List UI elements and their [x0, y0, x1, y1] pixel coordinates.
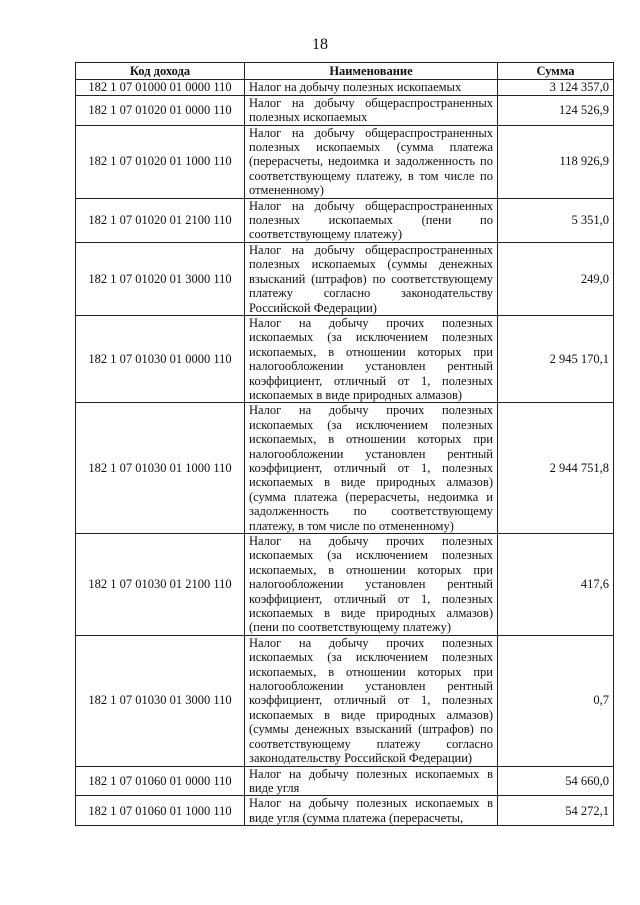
income-amount: 417,6 [498, 534, 614, 636]
income-name: Налог на добычу общераспространенных полезных ископаемых (пени по соответствующему платежу) [245, 198, 498, 242]
income-amount: 3 124 357,0 [498, 80, 614, 95]
table-row [76, 796, 614, 826]
income-code: 182 1 07 01060 01 1000 110 [76, 796, 245, 826]
table-row [76, 198, 614, 242]
income-amount: 2 944 751,8 [498, 403, 614, 534]
income-code: 182 1 07 01030 01 0000 110 [76, 315, 245, 402]
income-name: Налог на добычу полезных ископаемых в виде угля (сумма платежа (перерасчеты, [245, 796, 498, 826]
income-name: Налог на добычу прочих полезных ископаемых (за исключением полезных ископаемых, в отношении которых при налогообложении установлен рентный коэффициент, отличный от 1, полезных ископаемых в виде природных алмазов) (сумма платежа (перерасчеты, недоимка и задолженность по соответствующему платежу, в том числе по отмененному) [245, 403, 498, 534]
income-code: 182 1 07 01020 01 0000 110 [76, 95, 245, 125]
table-header-row [76, 63, 614, 80]
header-code: Код дохода [76, 63, 245, 80]
income-name: Налог на добычу прочих полезных ископаемых (за исключением полезных ископаемых, в отношении которых при налогообложении установлен рентный коэффициент, отличный от 1, полезных ископаемых в виде природных алмазов) (суммы денежных взысканий (штрафов) по соответствующему платежу согласно законодательству Российской Федерации) [245, 635, 498, 766]
income-amount: 54 272,1 [498, 796, 614, 826]
table-row [76, 80, 614, 95]
income-code: 182 1 07 01020 01 1000 110 [76, 125, 245, 198]
income-code: 182 1 07 01020 01 3000 110 [76, 242, 245, 315]
income-amount: 2 945 170,1 [498, 315, 614, 402]
income-amount: 54 660,0 [498, 766, 614, 796]
header-name: Наименование [245, 63, 498, 80]
header-amount: Сумма [498, 63, 614, 80]
income-amount: 249,0 [498, 242, 614, 315]
income-code: 182 1 07 01000 01 0000 110 [76, 80, 245, 95]
income-code: 182 1 07 01060 01 0000 110 [76, 766, 245, 796]
income-name: Налог на добычу общераспространенных полезных ископаемых (суммы денежных взысканий (штрафов) по соответствующему платежу согласно законодательству Российской Федерации) [245, 242, 498, 315]
table-row [76, 95, 614, 125]
income-amount: 0,7 [498, 635, 614, 766]
income-code: 182 1 07 01030 01 2100 110 [76, 534, 245, 636]
table-row [76, 766, 614, 796]
income-name: Налог на добычу прочих полезных ископаемых (за исключением полезных ископаемых, в отношении которых при налогообложении установлен рентный коэффициент, отличный от 1, полезных ископаемых в виде природных алмазов) [245, 315, 498, 402]
income-amount: 5 351,0 [498, 198, 614, 242]
table-row [76, 125, 614, 198]
table-row [76, 534, 614, 636]
income-code: 182 1 07 01030 01 1000 110 [76, 403, 245, 534]
income-code: 182 1 07 01020 01 2100 110 [76, 198, 245, 242]
income-name: Налог на добычу общераспространенных полезных ископаемых [245, 95, 498, 125]
page-number: 18 [312, 36, 328, 53]
table-row [76, 635, 614, 766]
income-table [75, 62, 614, 826]
income-code: 182 1 07 01030 01 3000 110 [76, 635, 245, 766]
income-name: Налог на добычу полезных ископаемых в виде угля [245, 766, 498, 796]
table-row [76, 242, 614, 315]
income-amount: 118 926,9 [498, 125, 614, 198]
income-name: Налог на добычу общераспространенных полезных ископаемых (сумма платежа (перерасчеты, недоимка и задолженность по соответствующему платежу, в том числе по отмененному) [245, 125, 498, 198]
income-name: Налог на добычу полезных ископаемых [245, 80, 498, 95]
table-row [76, 403, 614, 534]
table-row [76, 315, 614, 402]
income-amount: 124 526,9 [498, 95, 614, 125]
income-name: Налог на добычу прочих полезных ископаемых (за исключением полезных ископаемых, в отношении которых при налогообложении установлен рентный коэффициент, отличный от 1, полезных ископаемых в виде природных алмазов) (пени по соответствующему платежу) [245, 534, 498, 636]
